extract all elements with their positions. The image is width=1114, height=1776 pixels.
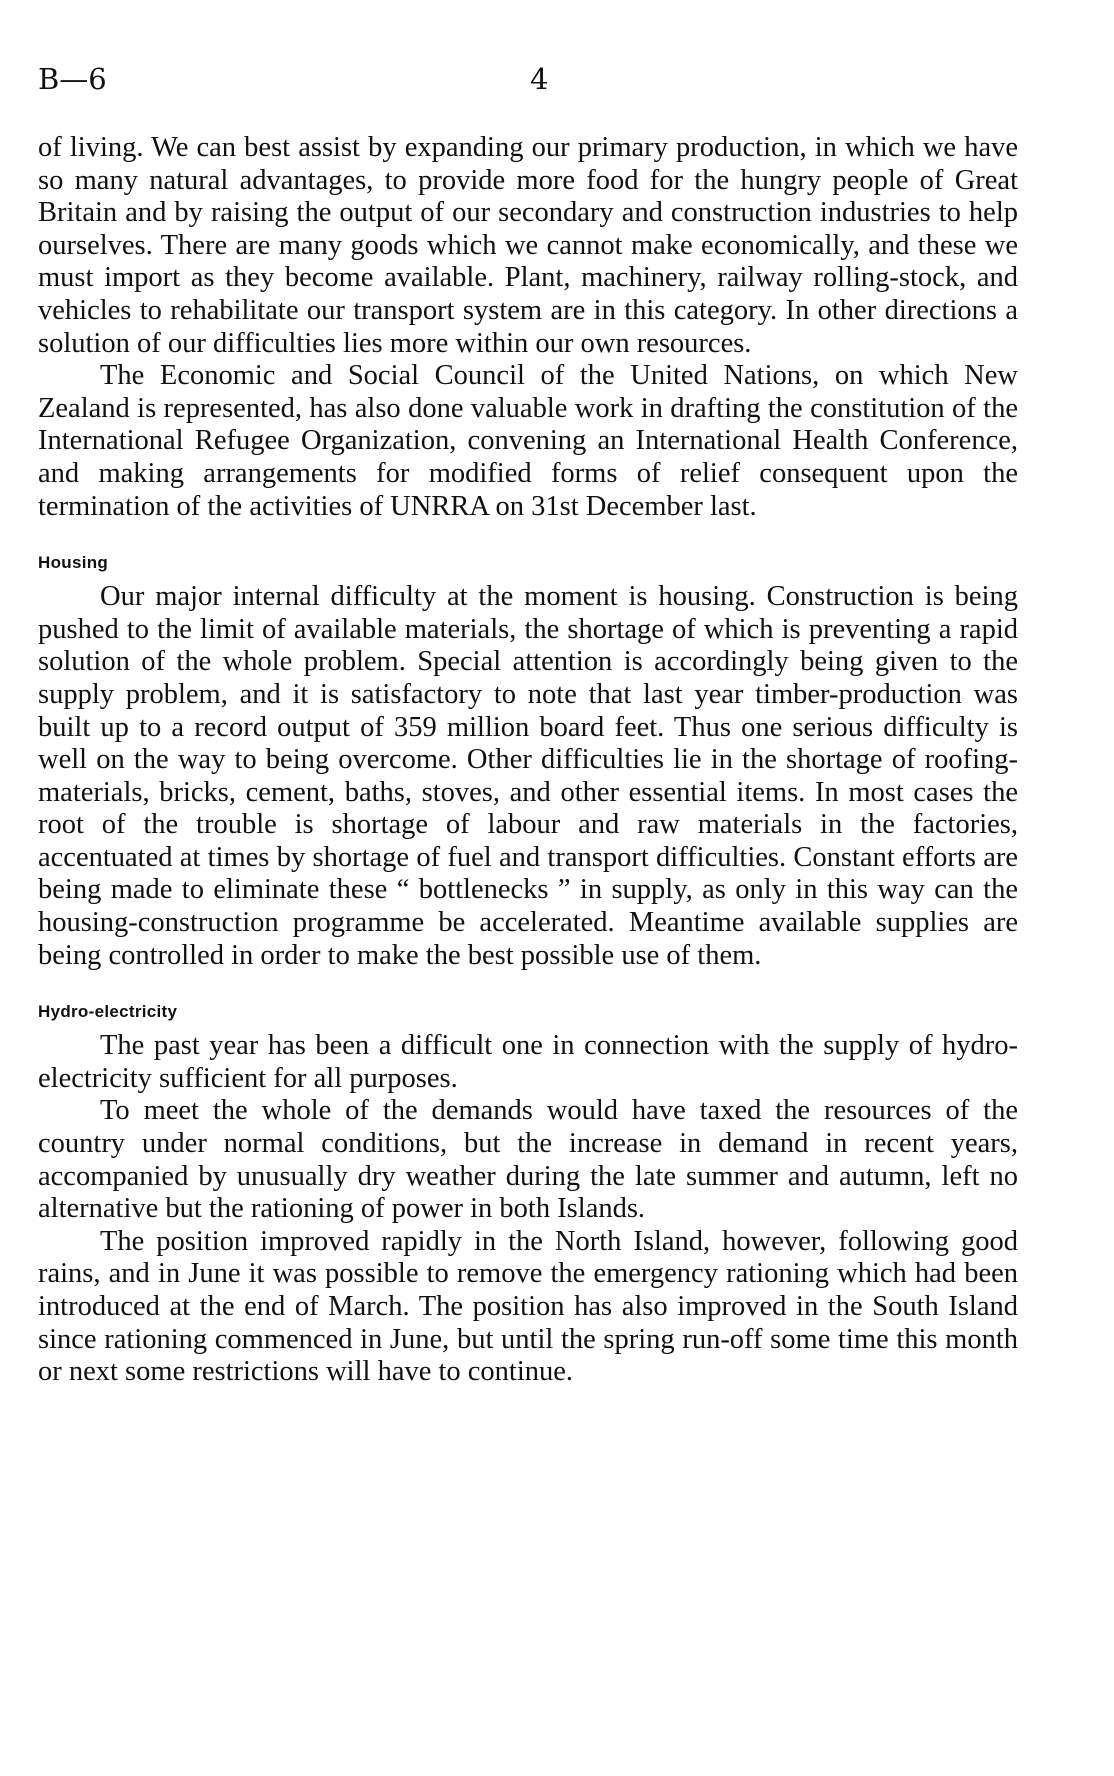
section-heading-housing: Housing (38, 553, 109, 573)
intro-paragraph: The Economic and Social Council of the United Nations, on which New Zealand is represented, has also done valuable work in drafting the constitution of the International Refugee Organization, convening an International Health Conference, and making arrangements for modified forms of relief consequent upon the termination of the activities of UNRRA on 31st December last. (38, 360, 1018, 522)
housing-paragraph: Our major internal difficulty at the moment is housing. Construction is being pushed to the limit of available materials, the shortage of which is preventing a rapid solution of the whole problem. Special attention is accordingly being given to the supply problem, and it is satisfactory to note that last year timber-production was built up to a record output of 359 million board feet. Thus one serious difficulty is well on the way to being overcome. Other difficulties lie in the shortage of roofing-materials, bricks, cement, baths, stoves, and other essential items. In most cases the root of the trouble is shortage of labour and raw materials in the factories, accentuated at times by shortage of fuel and transport difficulties. Constant efforts are being made to eliminate these “ bottlenecks ” in supply, as only in this way can the housing-construction programme be accelerated. Meantime available supplies are being controlled in order to make the best possible use of them. (38, 581, 1018, 971)
section-heading-hydro-electricity: Hydro-electricity (38, 1002, 178, 1022)
hydro-paragraph: The past year has been a difficult one in connection with the supply of hydro-electricity sufficient for all purposes. (38, 1030, 1018, 1094)
hydro-paragraph: To meet the whole of the demands would have taxed the resources of the country under normal conditions, but the increase in demand in recent years, accompanied by unusually dry weather during the late summer and autumn, left no alternative but the rationing of power in both Islands. (38, 1095, 1018, 1225)
document-body (38, 132, 1018, 1389)
intro-paragraph-continued: of living. We can best assist by expanding our primary production, in which we have so many natural advantages, to provide more food for the hungry people of Great Britain and by raising the output of our secondary and construction industries to help ourselves. There are many goods which we cannot make economically, and these we must import as they become available. Plant, machinery, railway rolling-stock, and vehicles to rehabilitate our transport system are in this category. In other directions a solution of our difficulties lies more within our own resources. (38, 132, 1018, 359)
document-reference: B—6 (38, 62, 107, 96)
page-number: 4 (530, 62, 549, 96)
page-header (38, 62, 1038, 102)
hydro-paragraph: The position improved rapidly in the North Island, however, following good rains, and in June it was possible to remove the emergency rationing which had been introduced at the end of March. The position has also improved in the South Island since rationing commenced in June, but until the spring run-off some time this month or next some restrictions will have to continue. (38, 1225, 1018, 1388)
